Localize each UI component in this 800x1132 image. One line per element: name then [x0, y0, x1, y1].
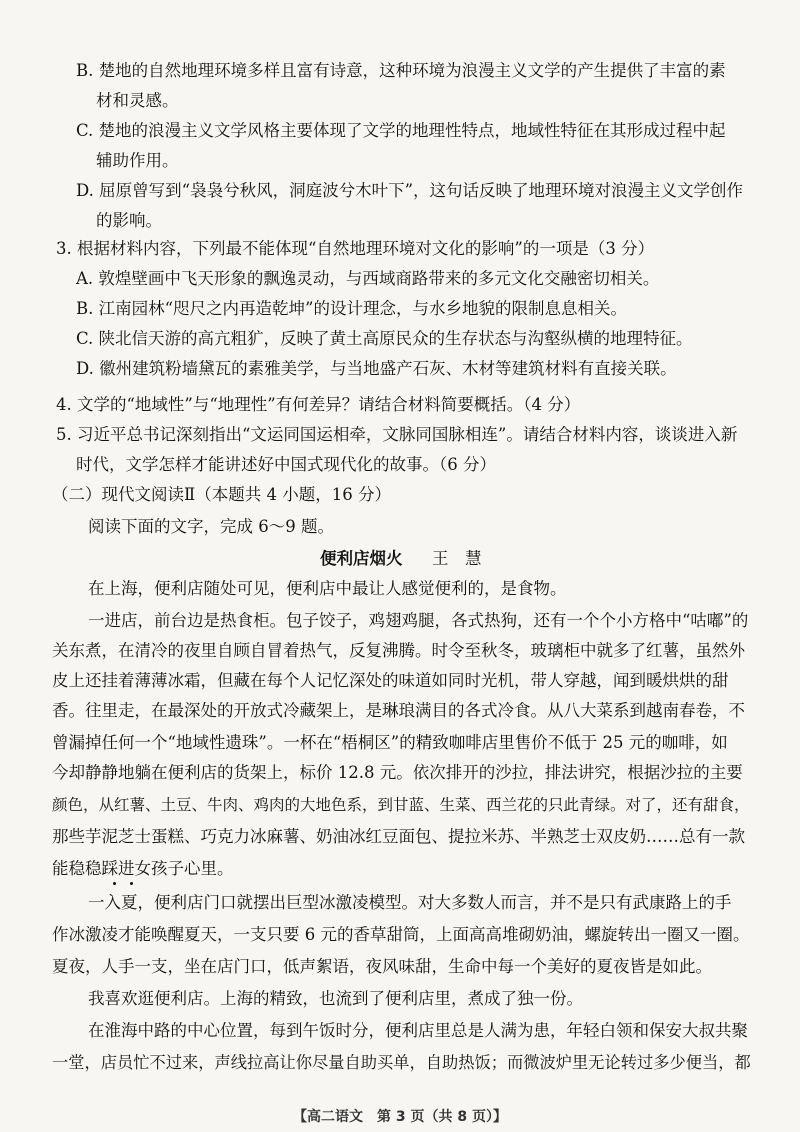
q2-option-b-line1: B. 楚地的自然地理环境多样且富有诗意，这种环境为浪漫主义文学的产生提供了丰富的素: [76, 61, 726, 80]
q5-line2: 时代，文学怎样才能讲述好中国式现代化的故事。（6 分）: [76, 455, 496, 474]
page-footer: 【高二语文 第 3 页（共 8 页）】: [293, 1109, 507, 1125]
q3-stem: 3. 根据材料内容，下列最不能体现“自然地理环境对文化的影响”的一项是（3 分）: [56, 239, 655, 258]
section2-header: （二）现代文阅读Ⅱ（本题共 4 小题，16 分）: [52, 485, 391, 504]
article-p5-line2: 一堂，店员忙不过来，声线拉高让你尽量自助买单，自助热饭；而微波炉里无论转过多少便当，都: [52, 1053, 751, 1072]
article-p3-line2: 作冰激凌才能唤醒夏天，一支只要 6 元的香草甜筒，上面高高堆砌奶油，螺旋转出一圈又一圈。: [52, 925, 750, 944]
article-p2-line3: 皮上还挂着薄薄冰霜，但藏在每个人记忆深处的味道如同时光机，带人穿越，闻到暖烘烘的甜: [52, 671, 729, 690]
q3-option-b: B. 江南园林“咫尺之内再造乾坤”的设计理念，与水乡地貌的限制息息相关。: [76, 299, 627, 318]
article-p1: 在上海，便利店随处可见，便利店中最让人感觉便利的，是食物。: [88, 579, 567, 598]
q4-stem: 4. 文学的“地域性”与“地理性”有何差异？请结合材料简要概括。（4 分）: [56, 395, 581, 414]
article-p5-line1: 在淮海中路的中心位置，每到午饭时分，便利店里总是人满为患，年轻白领和保安大叔共聚: [88, 1021, 748, 1040]
article-title: [320, 548, 482, 570]
article-p3-line1: 一入夏，便利店门口就摆出巨型冰激凌模型。对大多数人而言，并不是只有武康路上的手: [88, 893, 732, 912]
q3-option-c: C. 陕北信天游的高亢粗犷，反映了黄土高原民众的生存状态与沟壑纵横的地理特征。: [76, 329, 693, 348]
article-p4: 我喜欢逛便利店。上海的精致，也流到了便利店里，煮成了独一份。: [88, 989, 583, 1008]
article-p2-line9: 能稳稳踩进女孩子心里。: [52, 859, 234, 878]
q2-option-d-line1: D. 屈原曾写到“袅袅兮秋风，洞庭波兮木叶下”，这句话反映了地理环境对浪漫主义文学创作: [76, 181, 744, 200]
q2-option-b-line2: 材和灵感。: [96, 91, 179, 110]
article-title-text: 便利店烟火: [320, 549, 403, 568]
section2-instruction: 阅读下面的文字，完成 6～9 题。: [88, 517, 334, 536]
article-p2-line7: 颜色，从红薯、土豆、牛肉、鸡肉的大地色系，到甘蓝、生菜、西兰花的只此青绿。对了，还有甜食，: [52, 796, 750, 814]
emphasis-dot: [130, 882, 133, 885]
article-p2-line4: 香。往里走，在最深处的开放式冷藏架上，是琳琅满目的各式冷食。从八大菜系到越南春卷，不: [52, 701, 745, 720]
q3-option-d: D. 徽州建筑粉墙黛瓦的素雅美学，与当地盛产石灰、木材等建筑材料有直接关联。: [76, 359, 677, 378]
q5-line1: 5. 习近平总书记深刻指出“文运同国运相牵，文脉同国脉相连”。请结合材料内容，谈谈进入新: [56, 425, 738, 444]
article-p2-line2: 关东煮，在清冷的夜里自顾自冒着热气，反复沸腾。时令至秋冬，玻璃柜中就多了红薯，虽然外: [52, 641, 745, 660]
q2-option-d-line2: 的影响。: [96, 211, 162, 230]
article-p2-line6: 今却静静地躺在便利店的货架上，标价 12.8 元。依次排开的沙拉，排法讲究，根据沙拉的主要: [52, 763, 743, 782]
article-author: 王 慧: [432, 549, 482, 568]
article-p2-line5: 曾漏掉任何一个“地域性遗珠”。一杯在“梧桐区”的精致咖啡店里售价不低于 25 元的咖啡，如: [52, 733, 728, 752]
q3-option-a: A. 敦煌壁画中飞天形象的飘逸灵动，与西域商路带来的多元文化交融密切相关。: [76, 269, 660, 288]
q2-option-c-line1: C. 楚地的浪漫主义文学风格主要体现了文学的地理性特点，地域性特征在其形成过程中起: [76, 121, 726, 140]
article-p2-line1: 一进店，前台边是热食柜。包子饺子，鸡翅鸡腿，各式热狗，还有一个个小方格中“咕嘟”的: [88, 611, 749, 630]
article-p3-line3: 夏夜，人手一支，坐在店门口，低声絮语，夜风味甜，生命中每一个美好的夏夜皆是如此。: [52, 957, 712, 976]
article-p2-line8: 那些芋泥芝士蛋糕、巧克力冰麻薯、奶油冰红豆面包、提拉米苏、半熟芝士双皮奶……总有一款: [52, 827, 745, 846]
emphasis-dot: [113, 882, 116, 885]
q2-option-c-line2: 辅助作用。: [96, 151, 179, 170]
